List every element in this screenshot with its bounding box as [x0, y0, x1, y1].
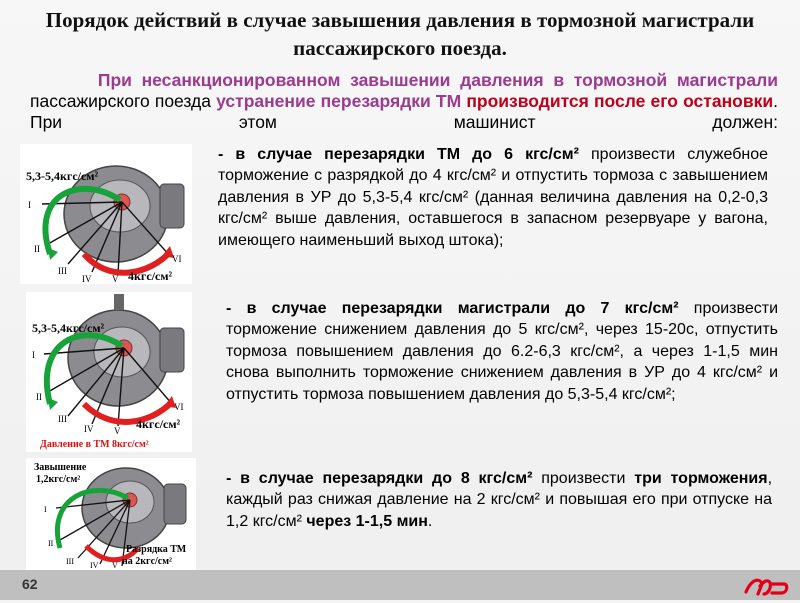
image-3-pos-2: II	[48, 539, 54, 548]
paragraph-8kgs-heading: - в случае перезарядки до 8 кгс/см²	[226, 470, 533, 487]
paragraph-7kgs-heading: - в случае перезарядки магистрали до 7 кгс/см²	[226, 300, 679, 317]
image-1-label-bottom: 4кгс/см²	[128, 269, 173, 283]
image-1-pos-4: IV	[82, 274, 92, 284]
intro-highlight-1: При несанкционированном завышении давления в тормозной магистрали	[97, 70, 778, 90]
rzd-logo	[742, 572, 790, 598]
image-2-pos-1: I	[32, 350, 35, 360]
brake-valve-image-3	[26, 458, 196, 570]
paragraph-6kgs-text: произвести служебное торможение с разрядкой до 4 кгс/см² и отпустить тормоза с завышением давления в УР до 5,3-5,4 кгс/см² (данная величина давления на 0,2-0,3 кгс/см² выше давления, оставшегося в запасном резервуаре у вагона, имеющего наименьший выход штока);	[218, 146, 769, 249]
image-2-pos-6: VI	[174, 402, 184, 412]
paragraph-6kgs-heading: - в случае перезарядки ТМ до 6 кгс/см²	[218, 146, 579, 163]
intro-highlight-2: устранение перезарядки ТМ	[216, 91, 462, 111]
brake-valve-diagram-3	[26, 458, 196, 570]
image-3-label-top-2: 1,2кгс/см²	[36, 474, 81, 485]
paragraph-8kgs-text-1: произвести	[532, 470, 635, 487]
paragraph-8kgs	[226, 468, 772, 532]
image-3-pos-4: IV	[90, 561, 99, 570]
brake-valve-diagram-2	[26, 292, 192, 452]
image-2-pos-4: IV	[84, 424, 94, 434]
image-2-pos-3: III	[58, 414, 67, 424]
image-2-caption: Давление в ТМ 8кгс/см²	[40, 439, 149, 450]
intro-plain-1: пассажирского поезда	[30, 91, 217, 111]
image-1-pos-6: VI	[172, 254, 182, 264]
slide-title: Порядок действий в случае завышения давления в тормозной магистрали пассажирского поезда.	[45, 8, 755, 60]
paragraph-8kgs-text-2: , каждый раз снижая давление на 2 кгс/см² и повышая его при отпуске на 1,2 кгс/см²	[226, 470, 773, 530]
image-1-pos-2: II	[34, 244, 40, 254]
image-3-pos-5: V	[112, 561, 118, 570]
paragraph-6kgs	[218, 144, 768, 251]
image-3-pos-1: I	[44, 505, 47, 514]
image-2-label-bottom: 4кгс/см²	[136, 417, 181, 431]
intro-red-phrase: производится после его остановки	[466, 91, 774, 111]
image-1-label-top: 5,3-5,4кгс/см²	[26, 169, 99, 183]
brake-valve-image-2	[26, 292, 192, 452]
paragraph-8kgs-emphasis-2: через 1-1,5 мин	[306, 512, 428, 530]
image-2-label-top: 5,3-5,4кгс/см²	[32, 321, 105, 335]
footer-bar	[0, 570, 800, 600]
intro-text	[30, 70, 778, 133]
brake-valve-image-1	[20, 144, 192, 284]
image-3-label-bottom: Разрядка ТМ	[126, 544, 187, 555]
page-number: 62	[22, 576, 38, 592]
paragraph-8kgs-emphasis-1: три торможения	[634, 470, 768, 487]
image-3-label-bottom-2: на 2кгс/см²	[122, 556, 173, 567]
image-1-pos-3: III	[58, 266, 67, 276]
intro-plain-2: . При этом машинист должен:	[30, 91, 778, 132]
image-3-pos-3: III	[66, 557, 74, 566]
rzd-logo-icon	[742, 572, 790, 598]
image-1-pos-1: I	[28, 200, 31, 210]
image-1-pos-5: V	[112, 274, 119, 284]
paragraph-7kgs-text: произвести торможение снижением давления до 5 кгс/см², через 15-20с, отпустить тормоза повышением давления до 6.2-6,3 кгс/см², а через 1-1,5 мин снова выполнить торможение снижением давления в УР до 4 кгс/см² и отпустить тормоза повышением давления до 5,3-5,4 кгс/см²;	[226, 300, 778, 403]
image-2-pos-5: V	[114, 426, 121, 436]
paragraph-7kgs	[226, 298, 778, 405]
brake-valve-diagram-1	[20, 144, 192, 284]
image-3-label-top: Завышение	[34, 462, 87, 473]
paragraph-8kgs-text-3: .	[427, 512, 433, 530]
image-2-pos-2: II	[36, 392, 42, 402]
